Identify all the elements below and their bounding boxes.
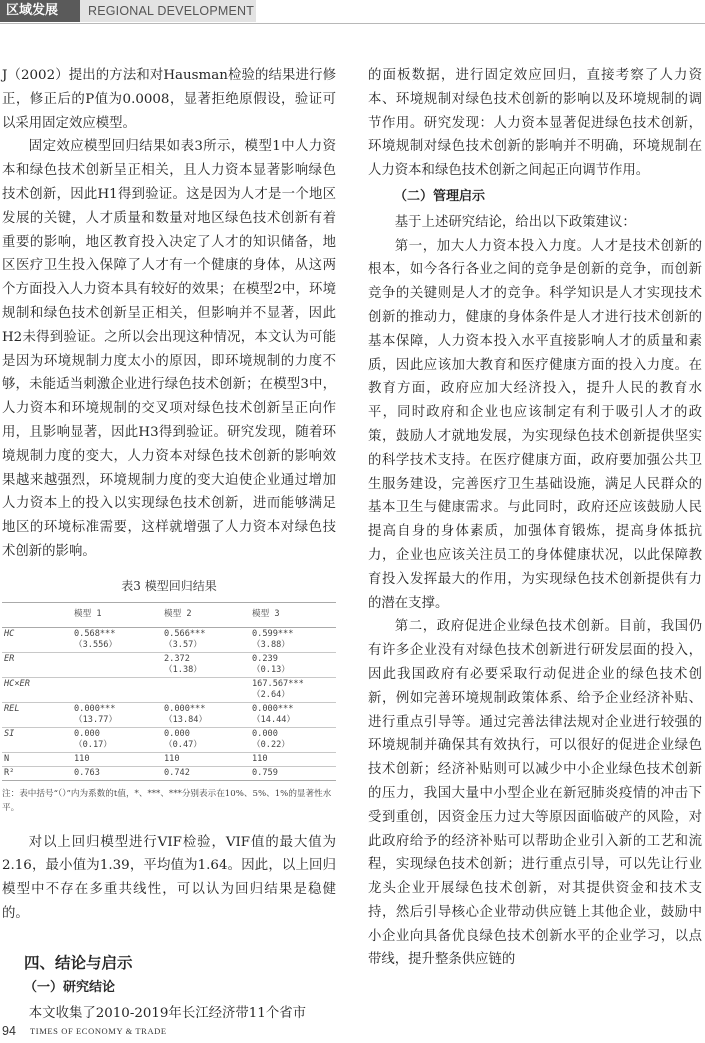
- page-footer: [0, 1024, 705, 1043]
- page-number: 94: [2, 1024, 16, 1038]
- subsection-heading: （一）研究结论: [24, 979, 116, 995]
- table-row: [2, 627, 336, 652]
- table-cell: 0.568*** （3.556）: [72, 627, 162, 652]
- table-header-cell: 模型 1: [72, 602, 162, 627]
- section-heading: 四、结论与启示: [24, 953, 133, 972]
- table-cell: 2.372 （1.38）: [162, 652, 250, 677]
- table-header-row: [2, 602, 336, 627]
- table-header-cell: 模型 3: [250, 602, 336, 627]
- table-cell: 0.000*** （13.77）: [72, 702, 162, 727]
- left-column: [2, 64, 336, 1025]
- table-cell: 0.599*** （3.88）: [250, 627, 336, 652]
- table-header-cell: 模型 2: [162, 602, 250, 627]
- table-cell: 0.000 （0.47）: [162, 727, 250, 752]
- variable-name: N: [2, 752, 72, 766]
- table-cell: [162, 677, 250, 702]
- table-cell: 0.000*** （13.84）: [162, 702, 250, 727]
- table-cell: 110: [250, 752, 336, 766]
- table-cell: 0.566*** （3.57）: [162, 627, 250, 652]
- table-row: [2, 652, 336, 677]
- table-cell: 0.763: [72, 766, 162, 780]
- magazine-name: TIMES OF ECONOMY & TRADE: [30, 1026, 167, 1036]
- paragraph: 的面板数据，进行固定效应回归，直接考察了人力资本、环境规制对绿色技术创新的影响以及环境规制的调节作用。研究发现：人力资本显著促进绿色技术创新，环境规制对绿色技术创新的影响并不明确，环境规制在人力资本和绿色技术创新之间起正向调节作用。: [368, 68, 702, 179]
- table-row: [2, 766, 336, 780]
- section-label-cn: 区域发展: [0, 0, 80, 22]
- paragraph: 本文收集了2010-2019年长江经济带11个省市: [28, 1005, 306, 1021]
- table-cell: [72, 652, 162, 677]
- table-cell: 0.000 （0.17）: [72, 727, 162, 752]
- table-header-cell: [2, 602, 72, 627]
- regression-table: [2, 602, 336, 781]
- table-caption: 表3 模型回归结果: [121, 578, 217, 593]
- table-row: [2, 702, 336, 727]
- variable-name: HC: [2, 627, 72, 652]
- paragraph: J（2002）提出的方法和对Hausman检验的结果进行修正，修正后的P值为0.0008，显著拒绝原假设，验证可以采用固定效应模型。: [2, 68, 336, 131]
- table-row: [2, 727, 336, 752]
- variable-name: HC×ER: [2, 677, 72, 702]
- table-cell: 0.759: [250, 766, 336, 780]
- table-cell: 110: [162, 752, 250, 766]
- table-row: [2, 677, 336, 702]
- paragraph: 第一，加大人力资本投入力度。人才是技术创新的根本，如今各行各业之间的竞争是创新的竞争，而创新竞争的关键则是人才的竞争。科学知识是人才实现技术创新的推动力，健康的身体条件是人才进行技术创新的基本保障，人力资本投入水平直接影响人才的质量和素质，因此应该加大教育和医疗健康方面的投入力度。在教育方面，政府应加大经济投入，提升人民的教育水平，同时政府和企业也应该制定有利于吸引人才的政策，鼓励人才就地发展，为实现绿色技术创新提供坚实的科学技术支持。在医疗健康方面，政府要加强公共卫生服务建设，完善医疗卫生基础设施，满足人民群众的基本卫生与健康需求。与此同时，政府还应该鼓励人民提高自身的身体素质，加强体育锻炼，提高身体抵抗力，企业也应该关注员工的身体健康状况，以此保障教育投入发挥最大的作用，为实现绿色技术创新提供有力的潜在支撑。: [368, 238, 702, 611]
- page-header: [0, 0, 705, 24]
- subsection-heading: （二）管理启示: [394, 188, 486, 204]
- table-cell: 0.239 （0.13）: [250, 652, 336, 677]
- section-label-en: REGIONAL DEVELOPMENT: [80, 0, 256, 22]
- paragraph: 基于上述研究结论，给出以下政策建议：: [394, 214, 636, 230]
- table-cell: 0.000 （0.22）: [250, 727, 336, 752]
- paragraph: 第二，政府促进企业绿色技术创新。目前，我国仍有许多企业没有对绿色技术创新进行研发层面的投入，因此我国政府有必要采取行动促进企业的绿色技术创新，例如完善环境规制政策体系、给予企业经济补贴、进行重点引导等。通过完善法律法规对企业进行较强的环境规制并确保其有效执行，可以很好的促进企业绿色技术创新；经济补贴则可以减少中小企业绿色技术创新的压力，我国大量中小型企业在新冠肺炎疫情的冲击下受到重创，因资金压力过大等原因面临破产的风险，对此政府给予的经济补贴可以帮助企业引入新的工艺和流程，实现绿色技术创新；进行重点引导，可以先让行业龙头企业开展绿色技术创新，对其提供资金和技术支持，然后引导核心企业带动供应链上其他企业，鼓励中小企业向具备优良绿色技术创新水平的企业学习，以点带线，提升整条供应链的: [368, 619, 702, 968]
- right-column: [368, 64, 702, 972]
- table-cell: 0.000*** （14.44）: [250, 702, 336, 727]
- table-cell: [72, 677, 162, 702]
- paragraph: 对以上回归模型进行VIF检验，VIF值的最大值为2.16，最小值为1.39，平均值为1.64。因此，以上回归模型中不存在多重共线性，可以认为回归结果是稳健的。: [2, 834, 336, 921]
- table-cell: 110: [72, 752, 162, 766]
- variable-name: SI: [2, 727, 72, 752]
- variable-name: ER: [2, 652, 72, 677]
- table-row: [2, 752, 336, 766]
- table-cell: 0.742: [162, 766, 250, 780]
- table-cell: 167.567*** （2.64）: [250, 677, 336, 702]
- paragraph: 固定效应模型回归结果如表3所示，模型1中人力资本和绿色技术创新呈正相关，且人力资本显著影响绿色技术创新，因此H1得到验证。这是因为人才是一个地区发展的关键，人才质量和数量对地区绿色技术创新有着重要的影响，地区教育投入决定了人才的知识储备，地区医疗卫生投入保障了人才有一个健康的身体，从这两个方面投入人力资本具有较好的效果；在模型2中，环境规制和绿色技术创新呈正相关，但影响并不显著，因此H2未得到验证。之所以会出现这种情况，本文认为可能是因为环境规制力度太小的原因，即环境规制的力度不够，未能适当刺激企业进行绿色技术创新；在模型3中，人力资本和环境规制的交叉项对绿色技术创新呈正向作用，且影响显著，因此H3得到验证。研究发现，随着环境规制力度的变大，人力资本对绿色技术创新的影响效果越来越强烈，环境规制力度的变大迫使企业通过增加人力资本上的投入以实现绿色技术创新，进而能够满足地区的环境标准需要，这样就增强了人力资本对绿色技术创新的影响。: [2, 139, 336, 559]
- table-note: 注：表中括号“（）”内为系数的t值，*、***、***分别表示在10%、5%、1%的显著性水平。: [2, 788, 332, 813]
- variable-name: R²: [2, 766, 72, 780]
- variable-name: REL: [2, 702, 72, 727]
